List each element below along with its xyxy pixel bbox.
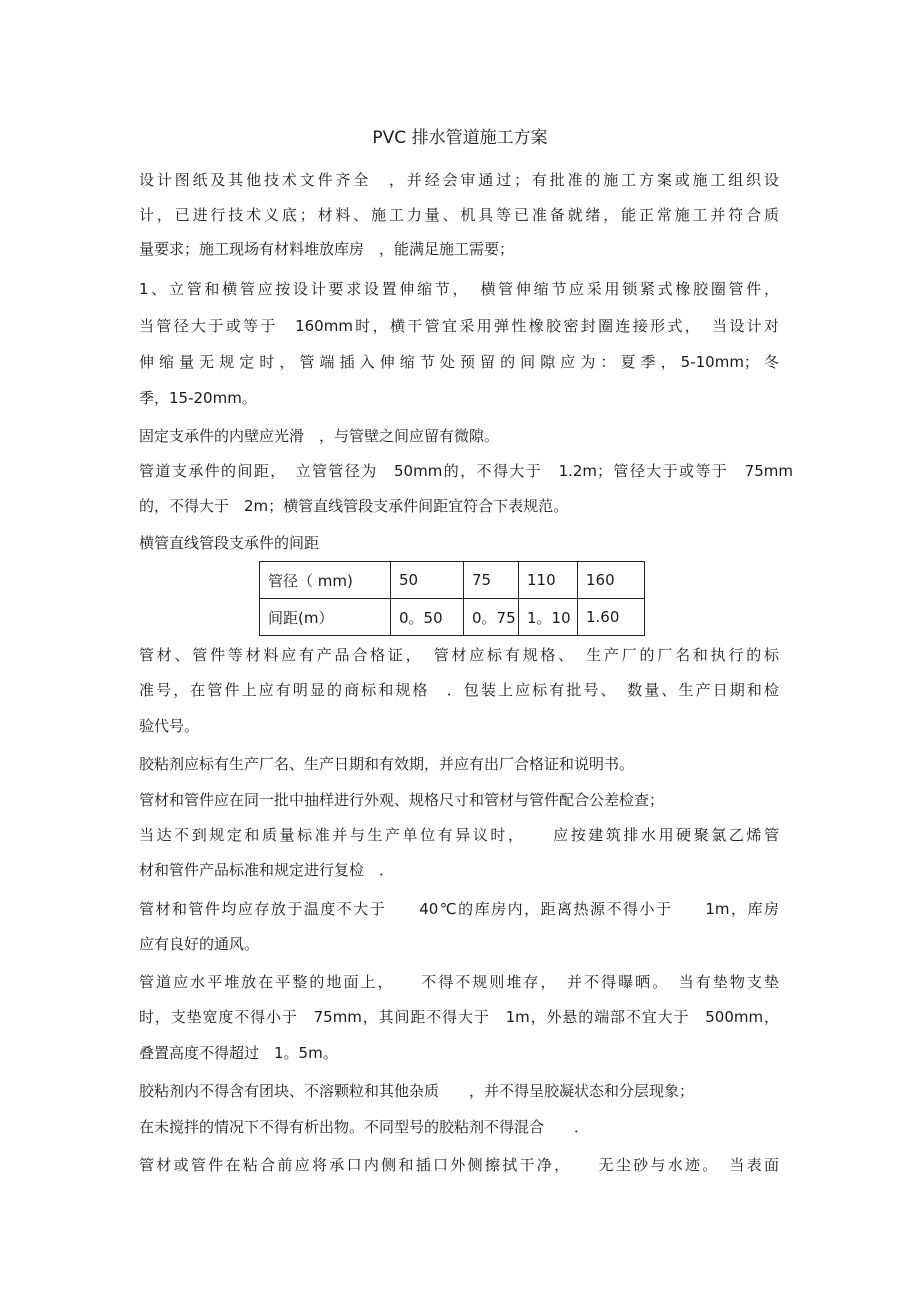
table-caption: 横管直线管段支承件的间距 <box>139 534 320 552</box>
paragraph-line: 当达不到规定和质量标准并与生产单位有异议时， 应按建筑排水用硬聚氯乙烯管 <box>139 826 779 844</box>
table-cell: 1。10 <box>519 599 578 636</box>
paragraph-line: 材和管件产品标准和规定进行复检 ． <box>139 861 395 879</box>
paragraph-line: 当管径大于或等于 160mm时，横干管宜采用弹性橡胶密封圈连接形式， 当设计对 <box>139 317 779 335</box>
table-cell: 160 <box>578 562 645 599</box>
table-cell: 50 <box>391 562 464 599</box>
paragraph-line: 伸缩量无规定时，管端插入伸缩节处预留的间隙应为：夏季，5-10mm；冬 <box>139 353 779 371</box>
paragraph-line: 胶粘剂应标有生产厂名、生产日期和有效期，并应有出厂合格证和说明书。 <box>139 755 635 773</box>
table-cell: 间距(m） <box>260 599 391 636</box>
paragraph-line: 管材和管件应在同一批中抽样进行外观、规格尺寸和管材与管件配合公差检查； <box>139 791 665 809</box>
paragraph-line: 管道支承件的间距， 立管管径为 50mm的，不得大于 1.2m；管径大于或等于 75mm <box>139 462 793 480</box>
table-row <box>260 562 645 599</box>
paragraph-line: 管材或管件在粘合前应将承口内侧和插口外侧擦拭干净， 无尘砂与水迹。 当表面 <box>139 1156 779 1174</box>
table-cell: 75 <box>464 562 519 599</box>
paragraph-line: 的，不得大于 2m；横管直线管段支承件间距宜符合下表规范。 <box>139 497 569 515</box>
table-row <box>260 599 645 636</box>
table-cell: 1.60 <box>578 599 645 636</box>
paragraph-line: 胶粘剂内不得含有团块、不溶颗粒和其他杂质 ，并不得呈胶凝状态和分层现象； <box>139 1082 695 1100</box>
paragraph-line: 计，已进行技术义底；材料、施工力量、机具等已准备就绪，能正常施工并符合质 <box>139 206 779 224</box>
table-cell: 管径（ mm) <box>260 562 391 599</box>
table-cell: 0。50 <box>391 599 464 636</box>
table-cell: 0。75 <box>464 599 519 636</box>
paragraph-line: 设计图纸及其他技术文件齐全 ，并经会审通过；有批准的施工方案或施工组织设 <box>139 171 779 189</box>
paragraph-line: 量要求；施工现场有材料堆放库房 ，能满足施工需要； <box>139 240 515 258</box>
paragraph-line: 时，支垫宽度不得小于 75mm，其间距不得大于 1m，外悬的端部不宜大于 500mm， <box>139 1008 779 1026</box>
paragraph-line: 固定支承件的内壁应光滑 ，与管壁之间应留有微隙。 <box>139 427 500 445</box>
document-title: PVC 排水管道施工方案 <box>372 128 548 148</box>
paragraph-line: 应有良好的通风。 <box>139 935 260 953</box>
paragraph-line: 管材和管件均应存放于温度不大于 40℃的库房内，距离热源不得小于 1m，库房 <box>139 900 779 918</box>
paragraph-line: 管材、管件等材料应有产品合格证， 管材应标有规格、 生产厂的厂名和执行的标 <box>139 646 779 664</box>
paragraph-line: 验代号。 <box>139 717 200 735</box>
table-cell: 110 <box>519 562 578 599</box>
paragraph-line: 季，15-20mm。 <box>139 389 257 407</box>
paragraph-line: 在未搅拌的情况下不得有析出物。不同型号的胶粘剂不得混合 ． <box>139 1118 590 1136</box>
paragraph-line: 准号，在管件上应有明显的商标和规格 ．包装上应标有批号、 数量、生产日期和检 <box>139 681 779 699</box>
paragraph-line: 1、立管和横管应按设计要求设置伸缩节， 横管伸缩节应采用锁紧式橡胶圈管件， <box>139 280 779 298</box>
paragraph-line: 叠置高度不得超过 1。5m。 <box>139 1044 338 1062</box>
support-spacing-table <box>259 561 645 636</box>
paragraph-line: 管道应水平堆放在平整的地面上， 不得不规则堆存， 并不得曝晒。 当有垫物支垫 <box>139 973 779 991</box>
